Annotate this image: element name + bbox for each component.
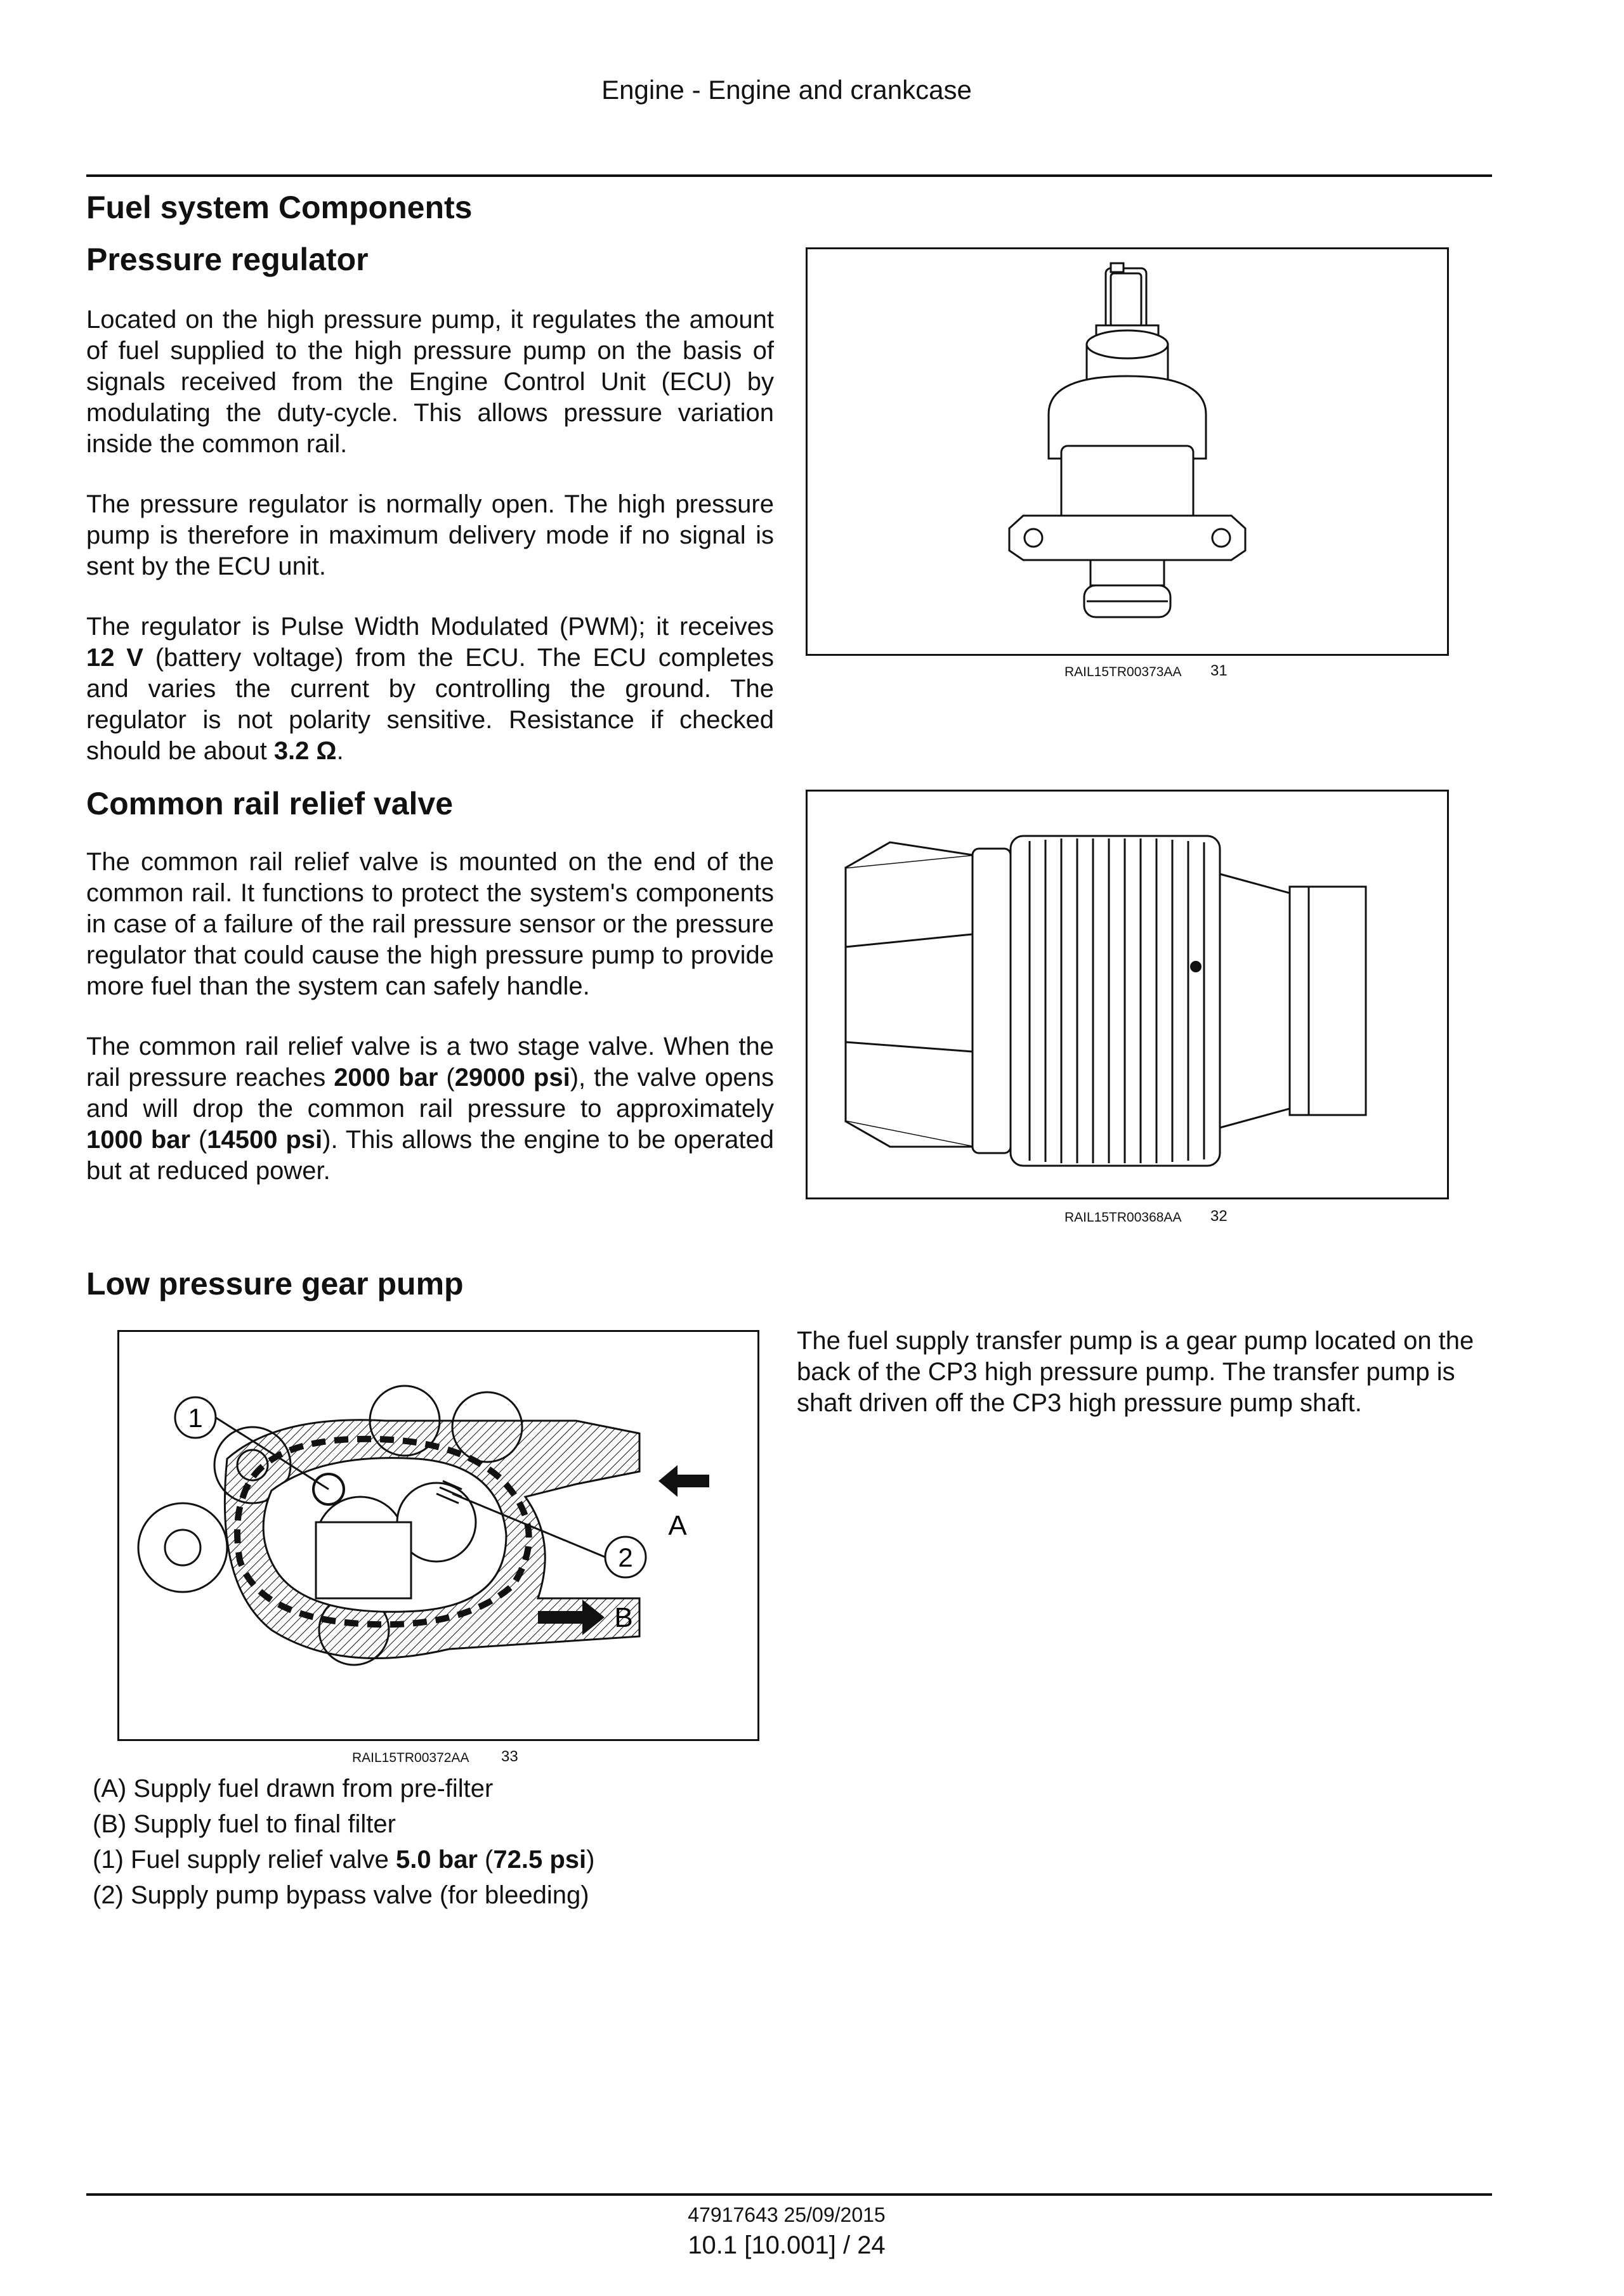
- pressure-regulator-illustration: [808, 249, 1447, 654]
- relief-valve-heading: Common rail relief valve: [86, 786, 454, 821]
- gear-pump-illustration: [119, 1332, 757, 1739]
- label-a: A: [668, 1510, 687, 1541]
- legend-a: (A) Supply fuel drawn from pre-filter: [93, 1775, 494, 1803]
- callout-2: 2: [618, 1543, 633, 1572]
- figure-31-number: 31: [1210, 662, 1228, 679]
- section-title: Fuel system Components: [86, 190, 473, 225]
- legend-2: (2) Supply pump bypass valve (for bleeding): [93, 1881, 589, 1909]
- pressure-regulator-p1: Located on the high pressure pump, it regulates the amount of fuel supplied to the high pressure pump on the basis of signals received from the Engine Control Unit (ECU) by modulating the duty-cycle. This allows pressure variation inside the common rail.: [86, 306, 774, 458]
- figure-32-code: RAIL15TR00368AA: [1064, 1210, 1182, 1225]
- legend-b: (B) Supply fuel to final filter: [93, 1810, 396, 1838]
- relief-valve-p2: The common rail relief valve is a two stage valve. When the rail pressure reaches 2000 bar (29000 psi), the valve opens and will drop the common rail pressure to approximately 1000 bar (14500 psi). This allows the engine to be operated but at reduced power.: [86, 1033, 775, 1185]
- pressure-regulator-p2: The pressure regulator is normally open. The high pressure pump is therefore in maximum delivery mode if no signal is sent by the ECU unit.: [86, 490, 774, 580]
- relief-valve-figure: [806, 790, 1449, 1199]
- figure-33-code: RAIL15TR00372AA: [352, 1751, 469, 1765]
- header-rule: [86, 174, 1492, 177]
- pressure-regulator-figure: [806, 247, 1449, 656]
- label-b: B: [614, 1602, 633, 1633]
- gear-pump-heading: Low pressure gear pump: [86, 1266, 464, 1301]
- footer-doc-code: 47917643 25/09/2015: [688, 2203, 886, 2226]
- pressure-regulator-heading: Pressure regulator: [86, 242, 369, 277]
- figure-32-number: 32: [1210, 1208, 1228, 1225]
- running-head: Engine - Engine and crankcase: [601, 75, 972, 105]
- relief-valve-illustration: [808, 792, 1447, 1197]
- relief-valve-p1: The common rail relief valve is mounted on the end of the common rail. It functions to protect the system's components in case of a failure of the rail pressure sensor or the pressure regulator that could cause the high pressure pump to provide more fuel than the system can safely handle.: [86, 848, 774, 1000]
- gear-pump-figure: [117, 1330, 759, 1741]
- legend-1: (1) Fuel supply relief valve 5.0 bar (72.5 psi): [93, 1846, 595, 1874]
- footer-rule: [86, 2193, 1492, 2196]
- gear-pump-legend: [93, 1771, 594, 1913]
- figure-33-number: 33: [501, 1748, 518, 1765]
- gear-pump-description: The fuel supply transfer pump is a gear pump located on the back of the CP3 high pressure pump. The transfer pump is shaft driven off the CP3 high pressure pump shaft.: [797, 1327, 1474, 1417]
- pressure-regulator-text: [86, 304, 774, 767]
- arrow-a: [658, 1465, 709, 1497]
- footer-page-number: 10.1 [10.001] / 24: [688, 2231, 886, 2259]
- relief-valve-text: [86, 847, 774, 1187]
- figure-31-code: RAIL15TR00373AA: [1064, 665, 1182, 679]
- callout-1: 1: [188, 1403, 203, 1433]
- pressure-regulator-p3: The regulator is Pulse Width Modulated (PWM); it receives 12 V (battery voltage) from the ECU. The ECU completes and varies the current by controlling the ground. The regulator is not polarity sensitive. Resistance if checked should be about 3.2 Ω.: [86, 613, 774, 765]
